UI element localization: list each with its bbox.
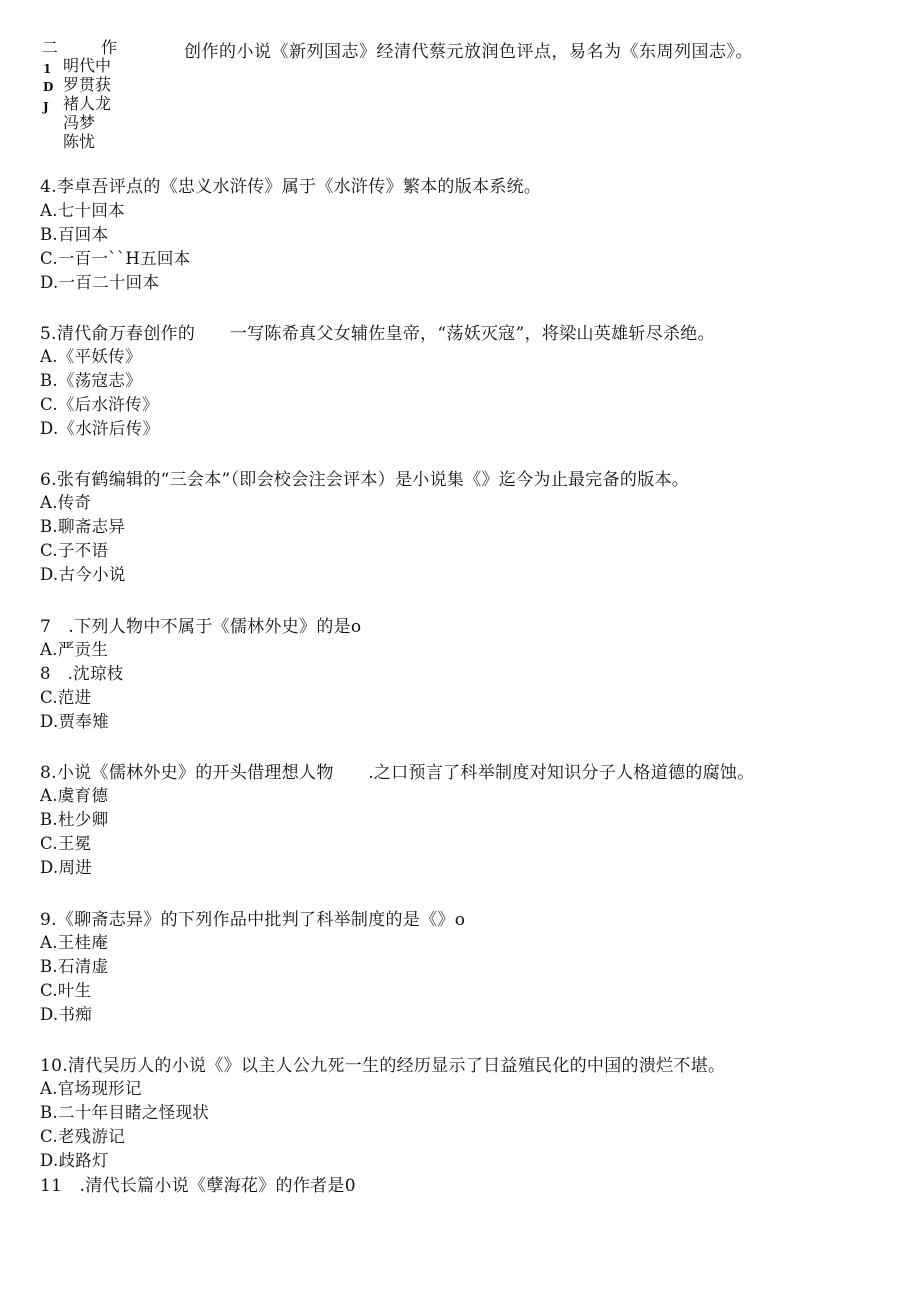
question-option: A.虞育德 bbox=[40, 786, 109, 805]
question-option: D.一百二十回本 bbox=[40, 273, 160, 292]
question-option: B.二十年目睹之怪现状 bbox=[40, 1103, 210, 1122]
question-option: 8 .沈琼枝 bbox=[40, 664, 124, 683]
question-option: D.书痴 bbox=[40, 1005, 93, 1024]
q3-word-zuo: 作 bbox=[101, 38, 118, 57]
q3-stem: 创作的小说《新列国志》经清代蔡元放润色评点，易名为《东周列国志》。 bbox=[184, 42, 753, 62]
question-stem: 9.《聊斋志异》的下列作品中批判了科举制度的是《》o bbox=[40, 910, 466, 930]
question-option: C.一百一``H五回本 bbox=[40, 249, 191, 268]
question-option: B.聊斋志异 bbox=[40, 517, 126, 536]
question-option: A.官场现形记 bbox=[40, 1079, 142, 1098]
question-option: A.七十回本 bbox=[40, 201, 125, 220]
question-option: C.子不语 bbox=[40, 541, 109, 560]
question-option: A.《平妖传》 bbox=[40, 347, 142, 366]
question-option: C.老残游记 bbox=[40, 1127, 126, 1146]
q3-option: 褚人龙 bbox=[63, 94, 112, 113]
question-option: D.周进 bbox=[40, 858, 93, 877]
question-option: D.歧路灯 bbox=[40, 1151, 109, 1170]
question-stem: 5.清代俞万春创作的 一写陈希真父女辅佐皇帝，“荡妖灭寇”，将梁山英雄斩尽杀绝。 bbox=[40, 324, 715, 344]
question-option: D.古今小说 bbox=[40, 565, 126, 584]
question-option: B.《荡寇志》 bbox=[40, 371, 142, 390]
question-stem: 7 .下列人物中不属于《儒林外史》的是o bbox=[40, 617, 362, 637]
question-option: C.《后水浒传》 bbox=[40, 395, 159, 414]
question-option: D.贾奉雉 bbox=[40, 712, 109, 731]
question-option: B.百回本 bbox=[40, 225, 109, 244]
question-stem: 8.小说《儒林外史》的开头借理想人物 .之口预言了科举制度对知识分子人格道德的腐蚀。 bbox=[40, 763, 755, 783]
q3-option: 明代中 bbox=[63, 56, 112, 75]
question-option: A.传奇 bbox=[40, 493, 92, 512]
q3-option: 罗贯获 bbox=[63, 75, 112, 94]
q3-side-mark: J bbox=[43, 100, 49, 114]
q3-side-mark: D bbox=[43, 80, 54, 94]
question-option: A.王桂庵 bbox=[40, 933, 109, 952]
q3-option: 冯梦 bbox=[63, 113, 96, 132]
question-option: C.王冕 bbox=[40, 834, 92, 853]
question-stem: 11 .清代长篇小说《孽海花》的作者是0 bbox=[40, 1176, 356, 1196]
question-option: C.范进 bbox=[40, 688, 92, 707]
question-option: A.严贡生 bbox=[40, 640, 109, 659]
question-option: D.《水浒后传》 bbox=[40, 419, 160, 438]
q3-option: 陈忧 bbox=[63, 132, 96, 151]
question-option: B.杜少卿 bbox=[40, 810, 109, 829]
question-option: C.叶生 bbox=[40, 981, 92, 1000]
question-stem: 6.张有鹤编辑的“三会本”（即会校会注会评本）是小说集《》迄今为止最完备的版本。 bbox=[40, 470, 690, 490]
question-option: B.石清虚 bbox=[40, 957, 109, 976]
question-stem: 10.清代吴历人的小说《》以主人公九死一生的经历显示了日益殖民化的中国的溃烂不堪。 bbox=[40, 1056, 726, 1076]
q3-left-mark: 二 bbox=[42, 38, 59, 57]
question-stem: 4.李卓吾评点的《忠义水浒传》属于《水浒传》繁本的版本系统。 bbox=[40, 177, 542, 197]
q3-side-mark: 1 bbox=[43, 62, 52, 76]
